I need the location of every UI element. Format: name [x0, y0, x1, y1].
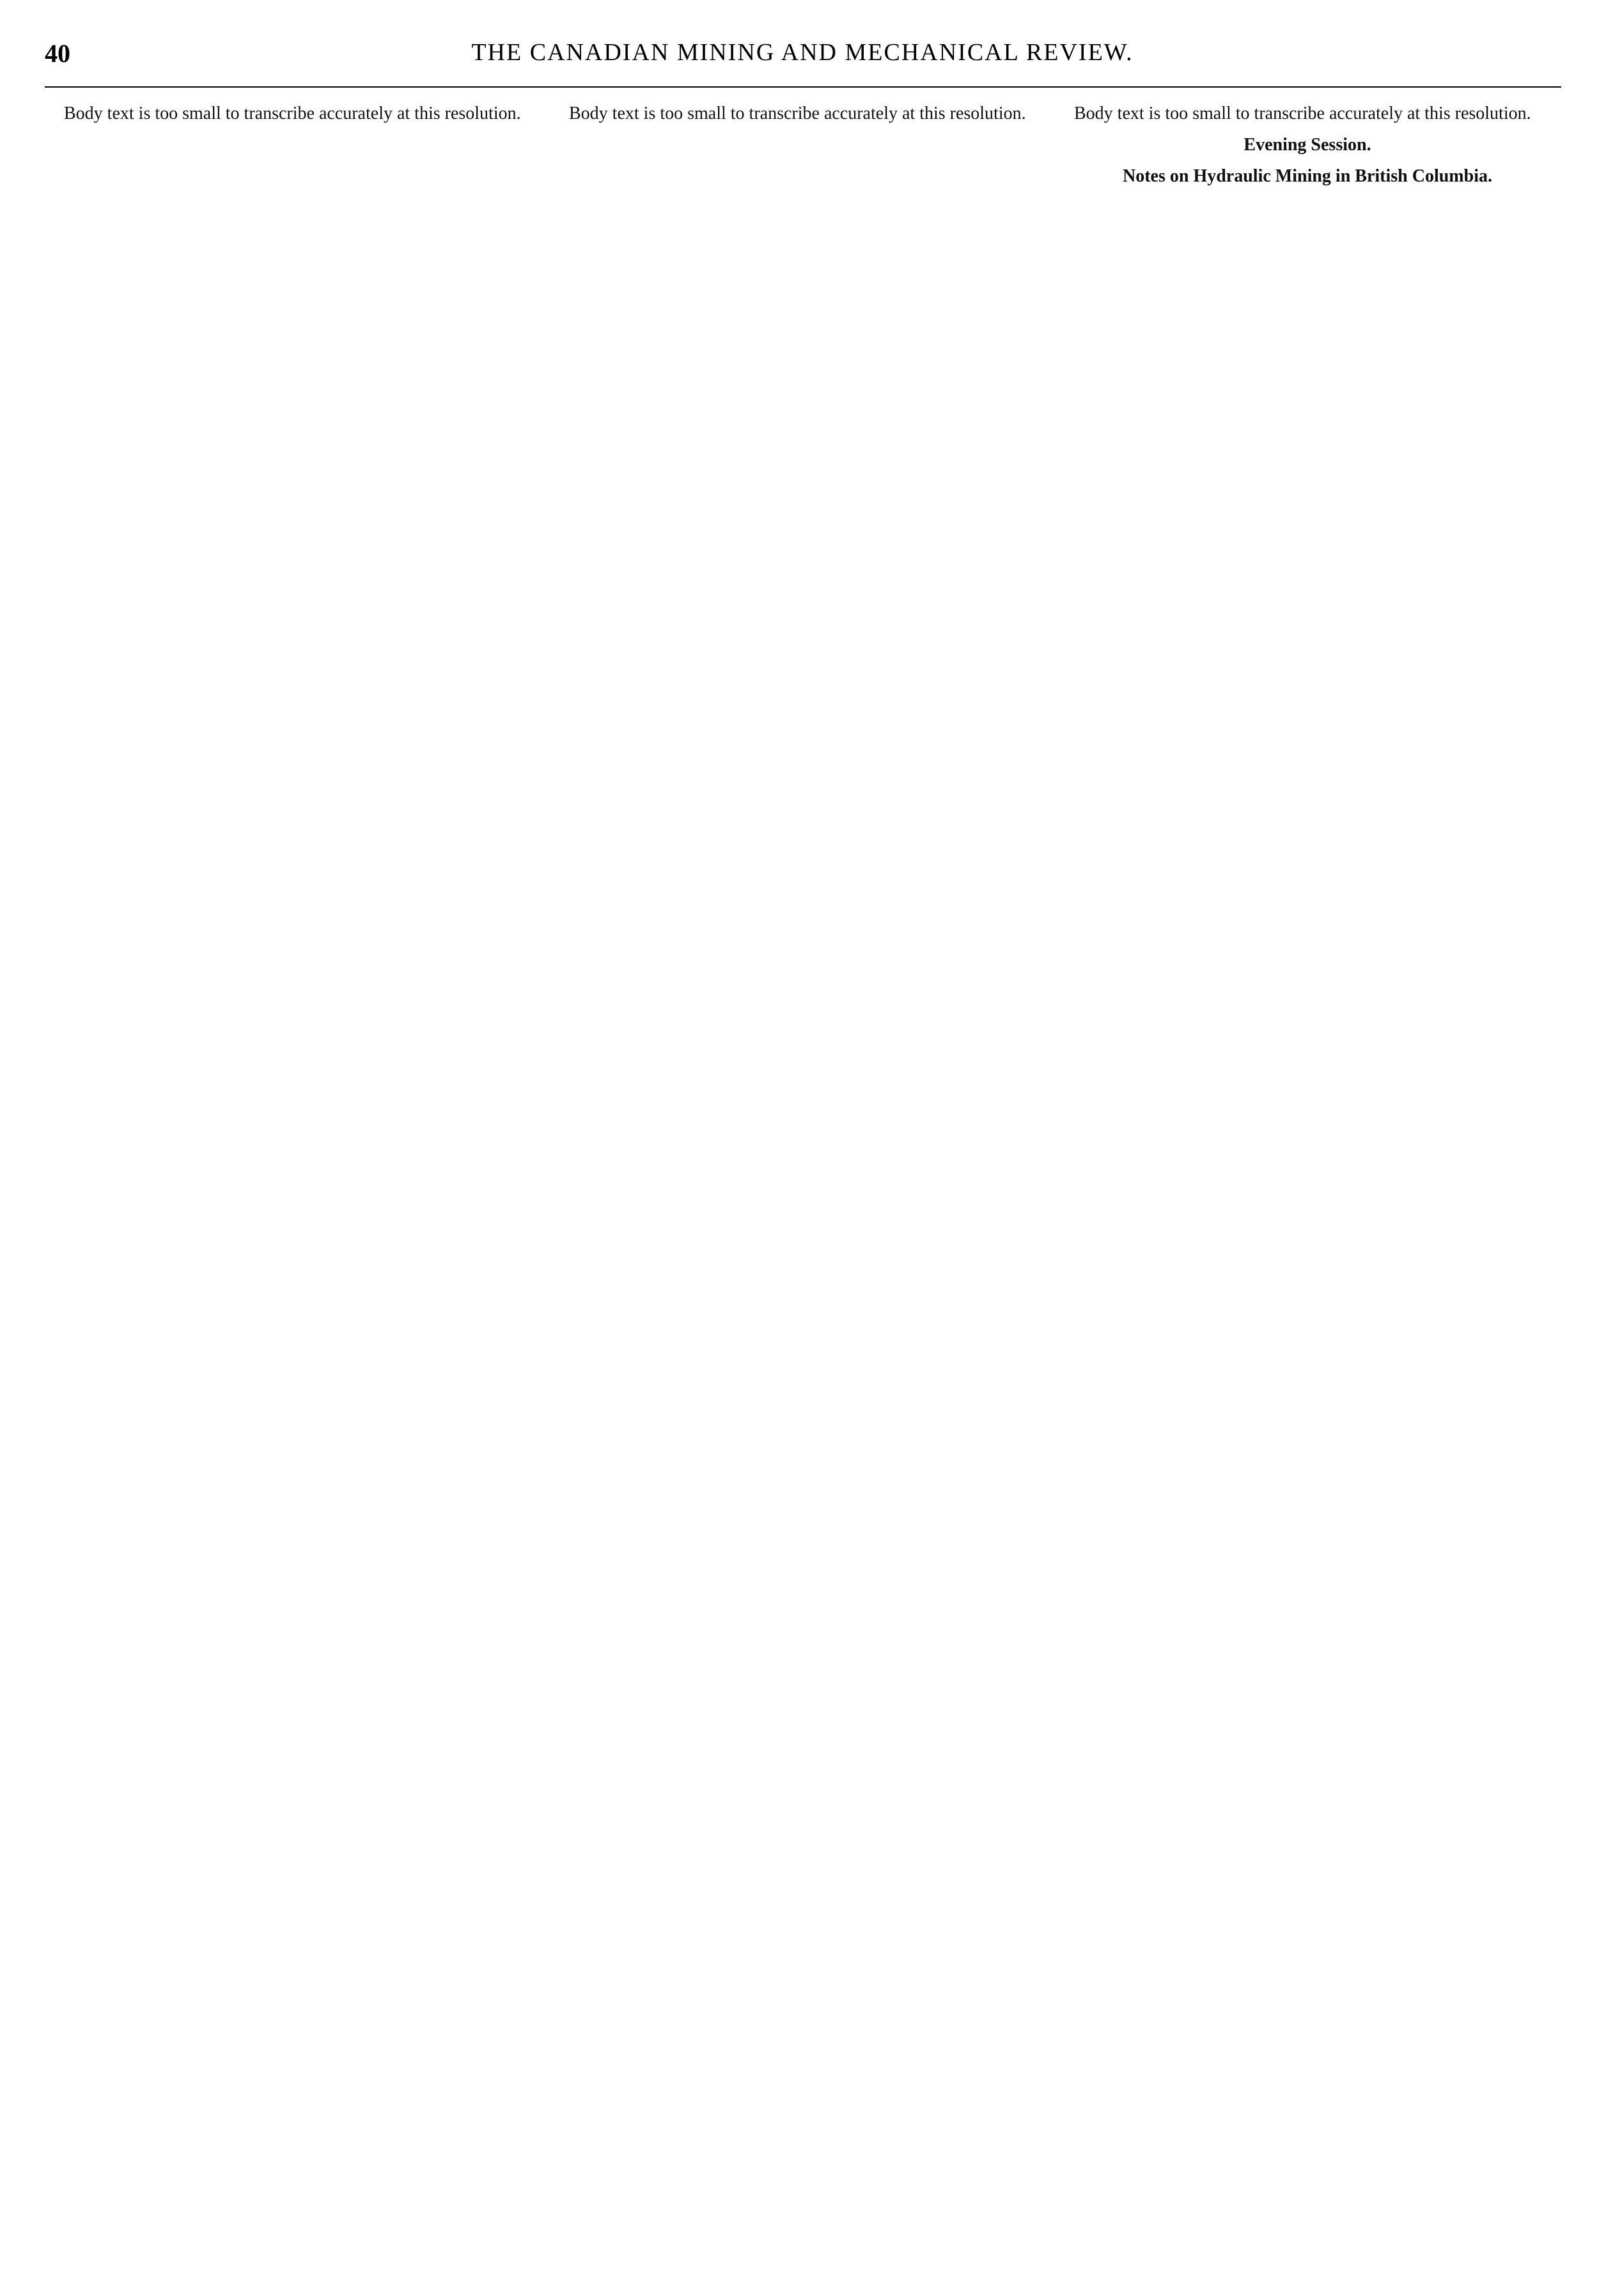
- column-1: [45, 102, 531, 2270]
- column-2-text: Body text is too small to transcribe accurately at this resolution.: [569, 104, 1026, 123]
- page-header: [45, 38, 1560, 83]
- page-number: 40: [45, 39, 70, 68]
- column-1-text: Body text is too small to transcribe accurately at this resolution.: [64, 104, 521, 123]
- column-3-text: Body text is too small to transcribe accurately at this resolution.: [1074, 104, 1531, 123]
- running-head: THE CANADIAN MINING AND MECHANICAL REVIEW.: [471, 39, 1134, 66]
- column-2: [550, 102, 1036, 2270]
- column-3: [1055, 102, 1560, 2270]
- evening-session-heading: Evening Session.: [1243, 135, 1371, 155]
- hydraulic-mining-heading: Notes on Hydraulic Mining in British Columbia.: [1123, 166, 1492, 186]
- header-rule: [45, 86, 1561, 88]
